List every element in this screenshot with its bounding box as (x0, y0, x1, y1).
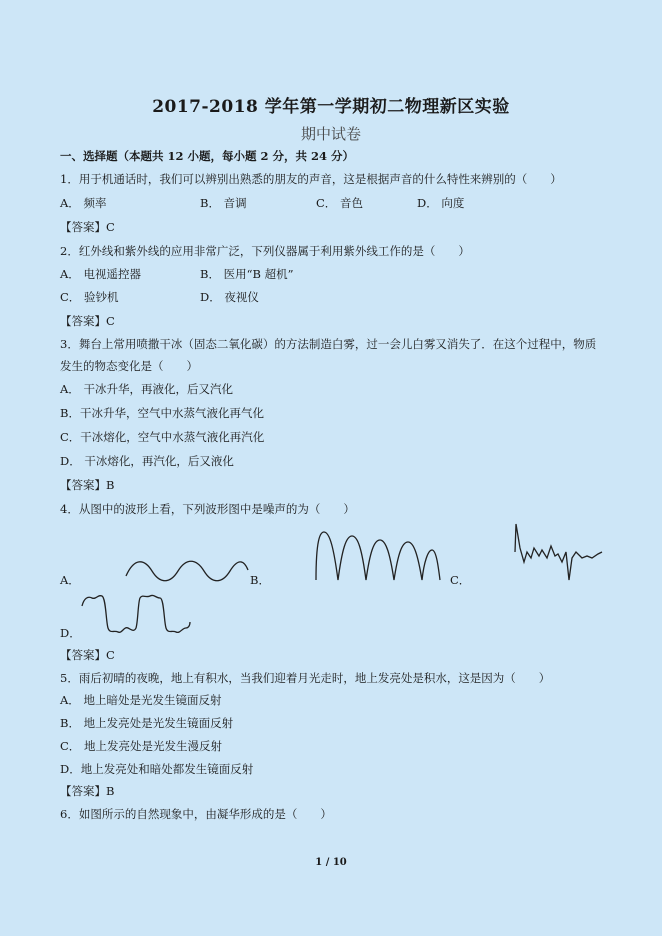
q3-option-c: C．干冰熔化，空气中水蒸气液化再汽化 (60, 430, 265, 444)
q4-answer: 【答案】C (60, 648, 115, 662)
q1-stem: 1．用于机通话时，我们可以辨别出熟悉的朋友的声音，这是根据声音的什么特性来辨别的（ ） (60, 172, 562, 186)
q5-option-d: D．地上发亮处和暗处都发生镜面反射 (60, 762, 254, 776)
q5-answer: 【答案】B (60, 784, 115, 798)
q4-wave-c-noise (512, 522, 604, 582)
q3-answer: 【答案】B (60, 478, 115, 492)
q3-stem-line1: 3．舞台上常用喷撒干冰（固态二氧化碳）的方法制造白雾，过一会儿白雾又消失了．在这个过程中，物质 (60, 337, 597, 351)
q2-stem: 2．红外线和紫外线的应用非常广泛，下列仪器属于利用紫外线工作的是（ ） (60, 244, 470, 258)
q4-option-d: D． (60, 626, 81, 640)
q2-option-d: D． 夜视仪 (200, 290, 259, 304)
q6-stem: 6．如图所示的自然现象中，由凝华形成的是（ ） (60, 807, 332, 821)
exam-title: 2017-2018 学年第一学期初二物理新区实验 (152, 97, 510, 117)
q5-option-a: A． 地上暗处是光发生镜面反射 (60, 693, 222, 707)
q3-option-b: B．干冰升华，空气中水蒸气液化再气化 (60, 406, 264, 420)
q3-stem-line2: 发生的物态变化是（ ） (60, 359, 198, 373)
q4-option-b: B． (250, 573, 270, 587)
q4-option-c: C． (450, 573, 471, 587)
q5-stem: 5．雨后初晴的夜晚，地上有积水，当我们迎着月光走时，地上发亮处是积水，这是因为（ ） (60, 671, 551, 685)
q4-stem: 4．从图中的波形上看，下列波形图中是噪声的为（ ） (60, 502, 355, 516)
q1-answer: 【答案】C (60, 220, 115, 234)
q4-wave-a-sine (124, 556, 250, 586)
exam-subtitle: 期中试卷 (300, 125, 361, 143)
q1-option-c: C． 音色 (316, 196, 363, 210)
q4-wave-b-arches (314, 530, 442, 582)
q2-option-a: A． 电视遥控器 (60, 267, 141, 281)
q2-option-c: C． 验钞机 (60, 290, 119, 304)
q5-option-c: C． 地上发亮处是光发生漫反射 (60, 739, 222, 753)
q5-option-b: B． 地上发亮处是光发生镜面反射 (60, 716, 234, 730)
q2-option-b: B． 医用“B 超机” (200, 267, 294, 281)
q1-option-a: A． 频率 (60, 196, 107, 210)
q3-option-d: D． 干冰熔化，再汽化，后又液化 (60, 454, 234, 468)
q4-option-a: A． (60, 573, 80, 587)
q3-option-a: A． 干冰升华，再液化，后又汽化 (60, 382, 233, 396)
q1-option-b: B． 音调 (200, 196, 247, 210)
q1-option-d: D． 向度 (417, 196, 465, 210)
page-number: 1 / 10 (315, 857, 347, 868)
q2-answer: 【答案】C (60, 314, 115, 328)
q4-wave-d-square (80, 592, 192, 636)
section-heading: 一、选择题（本题共 12 小题，每小题 2 分，共 24 分） (60, 149, 355, 163)
